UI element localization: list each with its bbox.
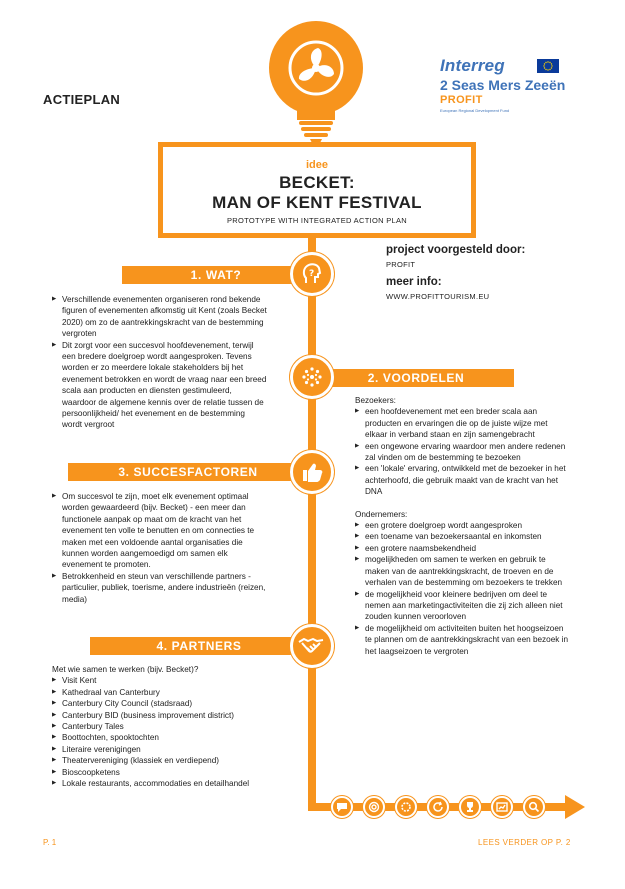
entrepreneurs-list	[355, 520, 570, 657]
title-line-2: MAN OF KENT FESTIVAL	[212, 193, 422, 212]
partners-list	[52, 675, 274, 789]
list-item: ▶ Kathedraal van Canterbury	[52, 687, 274, 698]
dots-circle-icon	[290, 355, 334, 399]
list-item: ▶ een hoofdevenement met een breder scala aan producten en ervaringen die op de juiste wijze met elkaar in verband staan en zijn samengebracht	[355, 406, 570, 440]
list-item: ▶ Literaire verenigingen	[52, 744, 274, 755]
target-icon	[363, 796, 385, 818]
list-item: ▶ Verschillende evenementen organiseren rond bekende figuren of evenementen afkomstig uit Kent (zoals Becket 2020) om zo de aantrekkingskracht van de bestemming vergroten	[52, 294, 267, 340]
growth-icon	[491, 796, 513, 818]
visitors-list	[355, 406, 570, 497]
refresh-icon	[427, 796, 449, 818]
list-item: ▶ mogelijkheden om samen te werken en gebruik te maken van de aantrekkingskracht, de troeven en de verhalen van de bestemming om bezoekers te trekken	[355, 554, 570, 588]
eu-flag-icon	[537, 59, 559, 73]
section-label-partners: 4. PARTNERS	[90, 637, 308, 655]
succes-list	[52, 491, 268, 605]
more-info-link[interactable]: WWW.PROFITTOURISM.EU	[386, 292, 490, 301]
list-item: ▶ Canterbury BID (business improvement district)	[52, 710, 274, 721]
arrow-right-icon	[565, 795, 585, 819]
timeline-line	[308, 236, 316, 811]
wat-list	[52, 294, 267, 431]
list-item: ▶ de mogelijkheid om activiteiten buiten het hoogseizoen te plannen om de aantrekkingskracht van een bezoek in het laagseizoen te vergroten	[355, 623, 570, 657]
list-item: ▶ Betrokkenheid en steun van verschillende partners - particulier, publiek, toerisme, andere industrieën (reizen, media)	[52, 571, 268, 605]
list-item: ▶ een grotere doelgroep wordt aangesproken	[355, 520, 570, 531]
proposed-by-label: project voorgesteld door:	[386, 244, 526, 256]
section-label-wat: 1. WAT?	[122, 266, 310, 284]
list-item: ▶ een 'lokale' ervaring, ontwikkeld met de bezoeker in het achterhoofd, die gebruik maakt van de kracht van het DNA	[355, 463, 570, 497]
title-kicker: idee	[305, 159, 328, 171]
title-box	[158, 142, 476, 238]
list-item: ▶ Boottochten, spooktochten	[52, 732, 274, 743]
visitors-label: Bezoekers:	[355, 396, 396, 405]
more-info-label: meer info:	[386, 276, 442, 288]
interreg-logo	[440, 56, 590, 113]
section-label-voordelen: 2. VOORDELEN	[318, 369, 514, 387]
entrepreneurs-label: Ondernemers:	[355, 509, 408, 519]
chat-icon	[331, 796, 353, 818]
title-subtitle: PROTOTYPE WITH INTEGRATED ACTION PLAN	[226, 216, 407, 225]
list-item: ▶ een grotere naamsbekendheid	[355, 543, 570, 554]
list-item: ▶ een toename van bezoekersaantal en inkomsten	[355, 531, 570, 542]
list-item: ▶ Canterbury City Council (stadsraad)	[52, 698, 274, 709]
logo-interreg-text: Interreg	[440, 56, 505, 75]
logo-seas-text: 2 Seas Mers Zeeën	[440, 77, 566, 93]
voordelen-block	[355, 395, 570, 657]
page-label: ACTIEPLAN	[43, 92, 121, 107]
lightbulb-fan-icon	[248, 18, 384, 143]
logo-profit-text: PROFIT	[440, 94, 483, 106]
list-item: ▶ Visit Kent	[52, 675, 274, 686]
title-line-1: BECKET:	[279, 173, 355, 192]
list-item: ▶ Lokale restaurants, accommodaties en detailhandel	[52, 778, 274, 789]
trophy-icon	[459, 796, 481, 818]
svg-text:?: ?	[309, 269, 315, 279]
logo-small-text: European Regional Development Fund	[440, 108, 510, 113]
proposed-by-value: PROFIT	[386, 260, 416, 269]
list-item: ▶ Bioscoopketens	[52, 767, 274, 778]
list-item: ▶ Om succesvol te zijn, moet elk evenement optimaal worden gewaardeerd (bijv. Becket) - een meer dan functionele aanpak op maat om de kracht van het evenement ten volle te benutten en om connecties te maken met een voldoende aantal organisaties die kunnen worden aangemoedigd om samen elk evenement te promoten.	[52, 491, 268, 571]
page-number: P. 1	[43, 838, 57, 847]
gear-icon	[395, 796, 417, 818]
list-item: ▶ Canterbury Tales	[52, 721, 274, 732]
list-item: ▶ Theatervereniging (klassiek en verdiepend)	[52, 755, 274, 766]
question-head-icon	[290, 252, 334, 296]
continue-link[interactable]: LEES VERDER OP P. 2	[478, 838, 571, 847]
partners-block	[52, 664, 274, 789]
handshake-icon	[290, 624, 334, 668]
partners-intro: Met wie samen te werken (bijv. Becket)?	[52, 665, 199, 674]
search-icon	[523, 796, 545, 818]
list-item: ▶ Dit zorgt voor een succesvol hoofdevenement, terwijl een bredere doelgroep wordt aangesproken. Tevens worden er zo meerdere lokale stakeholders bij het evenement betrokken en wordt de vraag naar een breed scala aan producten en diensten gestimuleerd, waardoor de algemene kennis over de relatie tussen de persoonlijkheid/ het evenement en de bestemming wordt vergroot	[52, 340, 267, 431]
list-item: ▶ een ongewone ervaring waardoor men andere redenen zal vinden om de bestemming te bezoeken	[355, 441, 570, 464]
thumbs-up-icon	[290, 450, 334, 494]
section-label-succes: 3. SUCCESFACTOREN	[68, 463, 308, 481]
list-item: ▶ de mogelijkheid voor kleinere bedrijven om deel te nemen aan marketingactiviteiten die zij zich alleen niet zouden kunnen veroorloven	[355, 589, 570, 623]
